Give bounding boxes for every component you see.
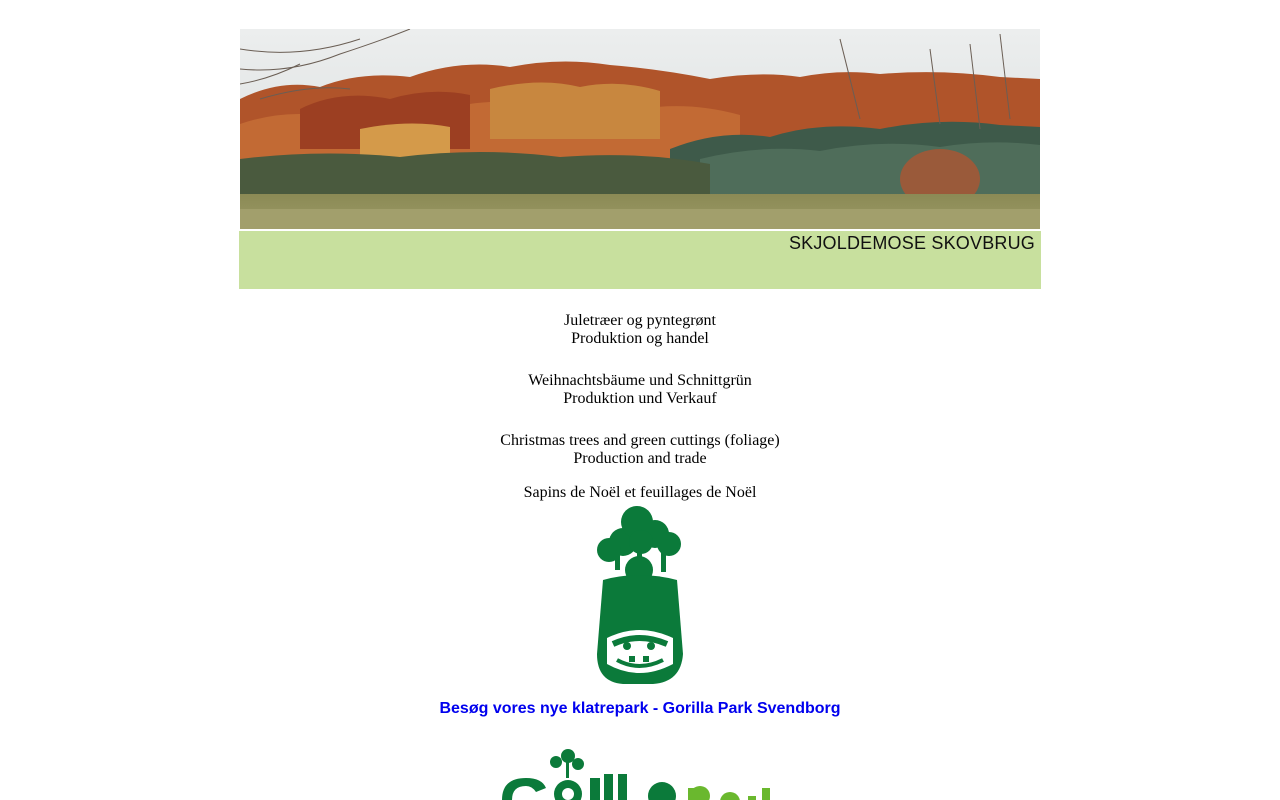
gorilla-park-link[interactable]: Besøg vores nye klatrepark - Gorilla Park Svendborg [439, 700, 841, 717]
german-line-2: Produktion und Verkauf [563, 390, 717, 407]
autumn-forest-landscape [240, 29, 1040, 229]
gorilla-park-logo[interactable] [498, 748, 788, 800]
english-line-2: Production and trade [573, 450, 707, 467]
french-line-1: Sapins de Noël et feuillages de Noël [523, 484, 757, 501]
german-line-1: Weihnachtsbäume und Schnittgrün [528, 372, 752, 389]
company-name: SKJOLDEMOSE SKOVBRUG [788, 233, 1035, 253]
intro-german [0, 372, 1280, 408]
danish-line-1: Juletræer og pyntegrønt [564, 312, 716, 329]
intro-english [0, 432, 1280, 468]
title-bar [239, 231, 1041, 289]
danish-line-2: Produktion og handel [571, 330, 709, 347]
gorilla-park-mascot-icon[interactable] [593, 504, 687, 686]
intro-danish [0, 312, 1280, 348]
banner-image [240, 29, 1040, 229]
intro-french [0, 484, 1280, 502]
english-line-1: Christmas trees and green cuttings (foliage) [500, 432, 780, 449]
